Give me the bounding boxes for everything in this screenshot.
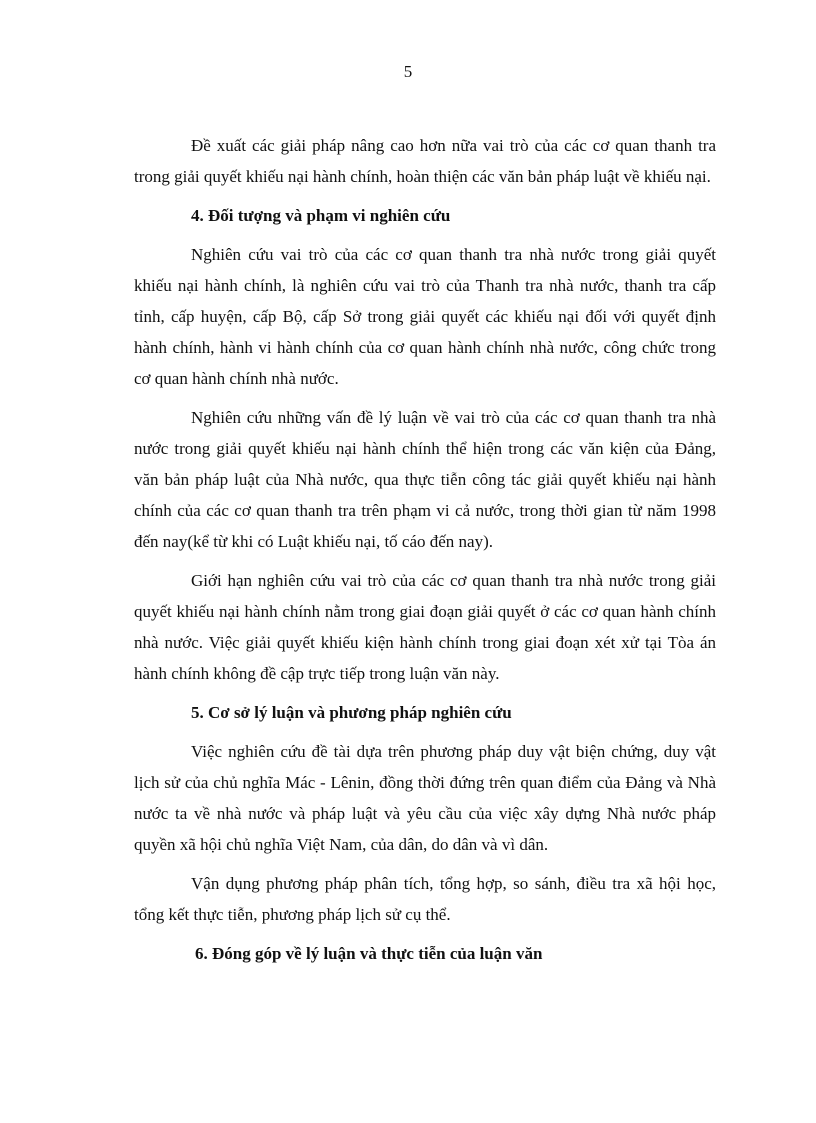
paragraph-method-2: Vận dụng phương pháp phân tích, tổng hợp, so sánh, điều tra xã hội học, tổng kết thực tiễn, phương pháp lịch sử cụ thể.	[134, 874, 716, 924]
paragraph-scope-3: Giới hạn nghiên cứu vai trò của các cơ quan thanh tra nhà nước trong giải quyết khiếu nại hành chính nằm trong giai đoạn giải quyết ở các cơ quan hành chính nhà nước. Việc giải quyết khiếu kiện hành chính trong giai đoạn xét xử tại Tòa án hành chính không đề cập trực tiếp trong luận văn này.	[134, 571, 716, 683]
paragraph-proposal: Đề xuất các giải pháp nâng cao hơn nữa vai trò của các cơ quan thanh tra trong giải quyết khiếu nại hành chính, hoàn thiện các văn bản pháp luật về khiếu nại.	[134, 136, 716, 186]
paragraph-scope-2: Nghiên cứu những vấn đề lý luận về vai trò của các cơ quan thanh tra nhà nước trong giải quyết khiếu nại hành chính thể hiện trong các văn kiện của Đảng, văn bản pháp luật của Nhà nước, qua thực tiễn công tác giải quyết khiếu nại hành chính của các cơ quan thanh tra trên phạm vi cả nước, trong thời gian từ năm 1998 đến nay(kể từ khi có Luật khiếu nại, tố cáo đến nay).	[134, 408, 716, 551]
paragraph-scope-1: Nghiên cứu vai trò của các cơ quan thanh tra nhà nước trong giải quyết khiếu nại hành chính, là nghiên cứu vai trò của Thanh tra nhà nước, thanh tra cấp tỉnh, cấp huyện, cấp Bộ, cấp Sở trong giải quyết các khiếu nại đối với quyết định hành chính, hành vi hành chính của cơ quan hành chính nhà nước, công chức trong cơ quan hành chính nhà nước.	[134, 245, 716, 388]
heading-section-4: 4. Đối tượng và phạm vi nghiên cứu	[191, 206, 451, 225]
heading-section-5: 5. Cơ sở lý luận và phương pháp nghiên cứu	[191, 703, 512, 722]
heading-section-6: 6. Đóng góp về lý luận và thực tiễn của luận văn	[195, 944, 543, 963]
paragraph-method-1: Việc nghiên cứu đề tài dựa trên phương pháp duy vật biện chứng, duy vật lịch sử của chủ nghĩa Mác - Lênin, đồng thời đứng trên quan điểm của Đảng và Nhà nước ta về nhà nước và pháp luật và yêu cầu của việc xây dựng Nhà nước pháp quyền xã hội chủ nghĩa Việt Nam, của dân, do dân và vì dân.	[134, 742, 716, 854]
page-body	[134, 130, 716, 977]
page-number: 5	[403, 62, 413, 81]
